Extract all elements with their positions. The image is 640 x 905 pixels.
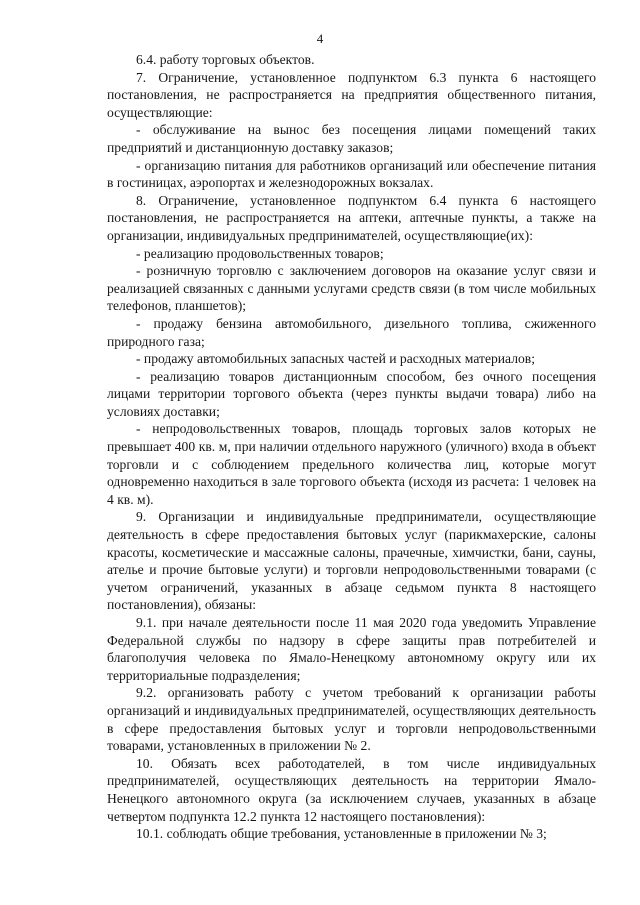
paragraph: - реализацию продовольственных товаров; [136, 245, 384, 261]
paragraph: - непродовольственных товаров, площадь торговых залов которых не превышает 400 кв. м, при наличии отдельного наружного (уличного) входа в объект торговли и с соблюдением предельного количества лиц, которые могут одновременно находиться в зале торгового объекта (исходя из расчета: 1 человек на 4 кв. м). [107, 421, 596, 507]
paragraph: 9.1. при начале деятельности после 11 мая 2020 года уведомить Управление Федеральной службы по надзору в сфере защиты прав потребителей и благополучия человека по Ямало-Ненецкому автономному округу или их территориальные подразделения; [107, 615, 596, 683]
paragraph: 7. Ограничение, установленное подпунктом 6.3 пункта 6 настоящего постановления, не распространяется на предприятия общественного питания, осуществляющие: [107, 69, 596, 120]
paragraph: 9. Организации и индивидуальные предприниматели, осуществляющие деятельность в сфере предоставления бытовых услуг (парикмахерские, салоны красоты, косметические и массажные салоны, прачечные, химчистки, бани, сауны, ателье и прочие бытовые услуги) и торговли непродовольственными товарами (с учетом ограничений, указанных в абзаце седьмом пункта 8 настоящего постановления), обязаны: [107, 509, 596, 613]
paragraph: - продажу автомобильных запасных частей и расходных материалов; [136, 351, 535, 367]
paragraph: - продажу бензина автомобильного, дизельного топлива, сжиженного природного газа; [107, 315, 596, 349]
paragraph: - организацию питания для работников организаций или обеспечение питания в гостиницах, аэропортах и железнодорожных вокзалах. [107, 157, 596, 191]
page-number: 4 [316, 31, 324, 46]
paragraph: 8. Ограничение, установленное подпунктом 6.4 пункта 6 настоящего постановления, не распространяется на аптеки, аптечные пункты, а также на организации, индивидуальных предпринимателей, осуществляющие(их): [107, 192, 596, 243]
paragraph: 10.1. соблюдать общие требования, установленные в приложении № 3; [136, 826, 547, 842]
paragraph: 10. Обязать всех работодателей, в том числе индивидуальных предпринимателей, осуществляющих деятельность на территории Ямало-Ненецкого автономного округа (за исключением случаев, указанных в абзаце четвертом подпункта 12.2 пункта 12 настоящего постановления): [107, 755, 596, 824]
document-body [107, 51, 596, 843]
paragraph: - реализацию товаров дистанционным способом, без очного посещения лицами территории торгового объекта (через пункты выдачи товара) либо на условиях доставки; [107, 368, 596, 419]
paragraph: - розничную торговлю с заключением договоров на оказание услуг связи и реализацией связанных с данными услугами средств связи (в том числе мобильных телефонов, планшетов); [107, 263, 596, 314]
paragraph: 9.2. организовать работу с учетом требований к организации работы организаций и индивидуальных предпринимателей, осуществляющих деятельность в сфере предоставления бытовых услуг и торговли непродовольственными товарами, установленных в приложении № 2. [107, 685, 596, 754]
paragraph: 6.4. работу торговых объектов. [136, 52, 315, 67]
paragraph: - обслуживание на вынос без посещения лицами помещений таких предприятий и дистанционную доставку заказов; [107, 122, 596, 155]
